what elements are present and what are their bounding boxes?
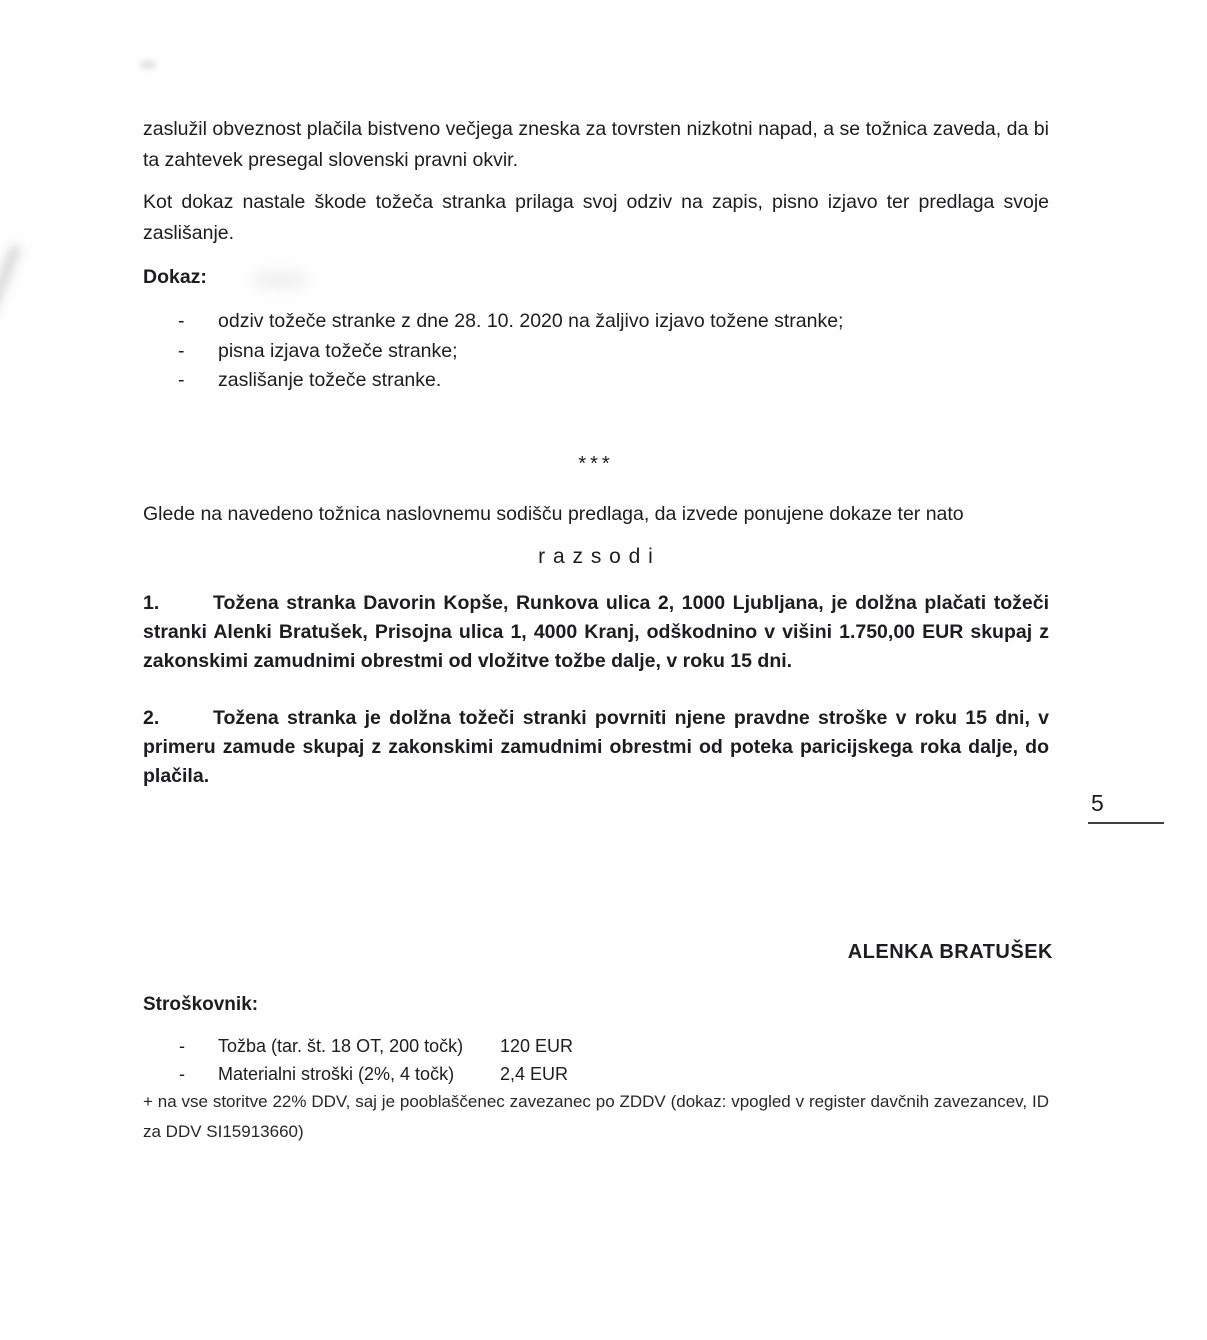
dash-bullet: - <box>178 310 185 332</box>
dash-bullet: - <box>179 1036 185 1056</box>
cost-list <box>143 1033 1049 1088</box>
scan-smudge-artifact <box>0 244 21 336</box>
verdict-item-1 <box>143 589 1049 676</box>
dash-bullet: - <box>178 339 185 362</box>
dash-bullet: - <box>179 1063 185 1084</box>
evidence-list-item <box>143 337 1049 367</box>
page-number-block <box>1088 789 1164 824</box>
verdict-number: 1. <box>143 592 160 614</box>
paragraph-damages-intro: zaslužil obveznost plačila bistveno večjega zneska za tovrsten nizkotni napad, a se tožnica zaveda, da bi ta zahtevek presegal slovenski pravni okvir. <box>143 118 1049 171</box>
vat-note: + na vse storitve 22% DDV, saj je pooblaščenec zavezanec po ZDDV (dokaz: vpogled v register davčnih zavezancev, ID za DDV SI15913660) <box>143 1092 1049 1141</box>
cost-item-label: Materialni stroški (2%, 4 točk) <box>218 1063 455 1084</box>
verdict-item-2 <box>143 704 1049 791</box>
evidence-item-text: odziv tožeče stranke z dne 28. 10. 2020 na žaljivo izjavo tožene stranke; <box>218 310 844 332</box>
evidence-list <box>143 307 1049 396</box>
paragraph-evidence-intro: Kot dokaz nastale škode tožeča stranka prilaga svoj odziv na zapis, pisno izjavo ter predlaga svoje zaslišanje. <box>143 191 1049 244</box>
scan-speck-artifact <box>140 60 156 69</box>
signature-name: ALENKA BRATUŠEK <box>847 941 1053 963</box>
page-number: 5 <box>1091 790 1104 816</box>
cost-item-value: 2,4 EUR <box>500 1063 569 1084</box>
verdict-text: Tožena stranka je dolžna tožeči stranki povrniti njene pravdne stroške v roku 15 dni, v primeru zamude skupaj z zakonskimi zamudnimi obrestmi od poteka paricijskega roka dalje, do plačila. <box>143 707 1049 787</box>
cost-item-label: Tožba (tar. št. 18 OT, 200 točk) <box>218 1036 464 1056</box>
evidence-item-text: pisna izjava tožeče stranke; <box>218 339 458 362</box>
verdict-number: 2. <box>143 707 160 729</box>
dokaz-heading: Dokaz: <box>143 266 207 288</box>
paragraph-proposal: Glede na navedeno tožnica naslovnemu sodišču predlaga, da izvede ponujene dokaze ter nato <box>143 503 964 525</box>
evidence-list-item <box>143 366 1049 396</box>
verdict-text: Tožena stranka Davorin Kopše, Runkova ulica 2, 1000 Ljubljana, je dolžna plačati tožeči stranki Alenki Bratušek, Prisojna ulica 1, 4000 Kranj, odškodnino v višini 1.750,00 EUR skupaj z zakonskimi zamudnimi obrestmi od vložitve tožbe dalje, v roku 15 dni. <box>143 592 1049 672</box>
evidence-list-item <box>143 307 1049 337</box>
asterisk-separator: *** <box>578 453 614 475</box>
evidence-item-text: zaslišanje tožeče stranke. <box>218 369 442 391</box>
cost-list-item <box>143 1061 1049 1089</box>
dash-bullet: - <box>178 369 185 391</box>
cost-list-item <box>143 1033 1049 1061</box>
razsodi-heading: r a z s o d i <box>538 545 654 568</box>
cost-item-value: 120 EUR <box>500 1036 574 1056</box>
stroskovnik-heading: Stroškovnik: <box>143 994 259 1015</box>
